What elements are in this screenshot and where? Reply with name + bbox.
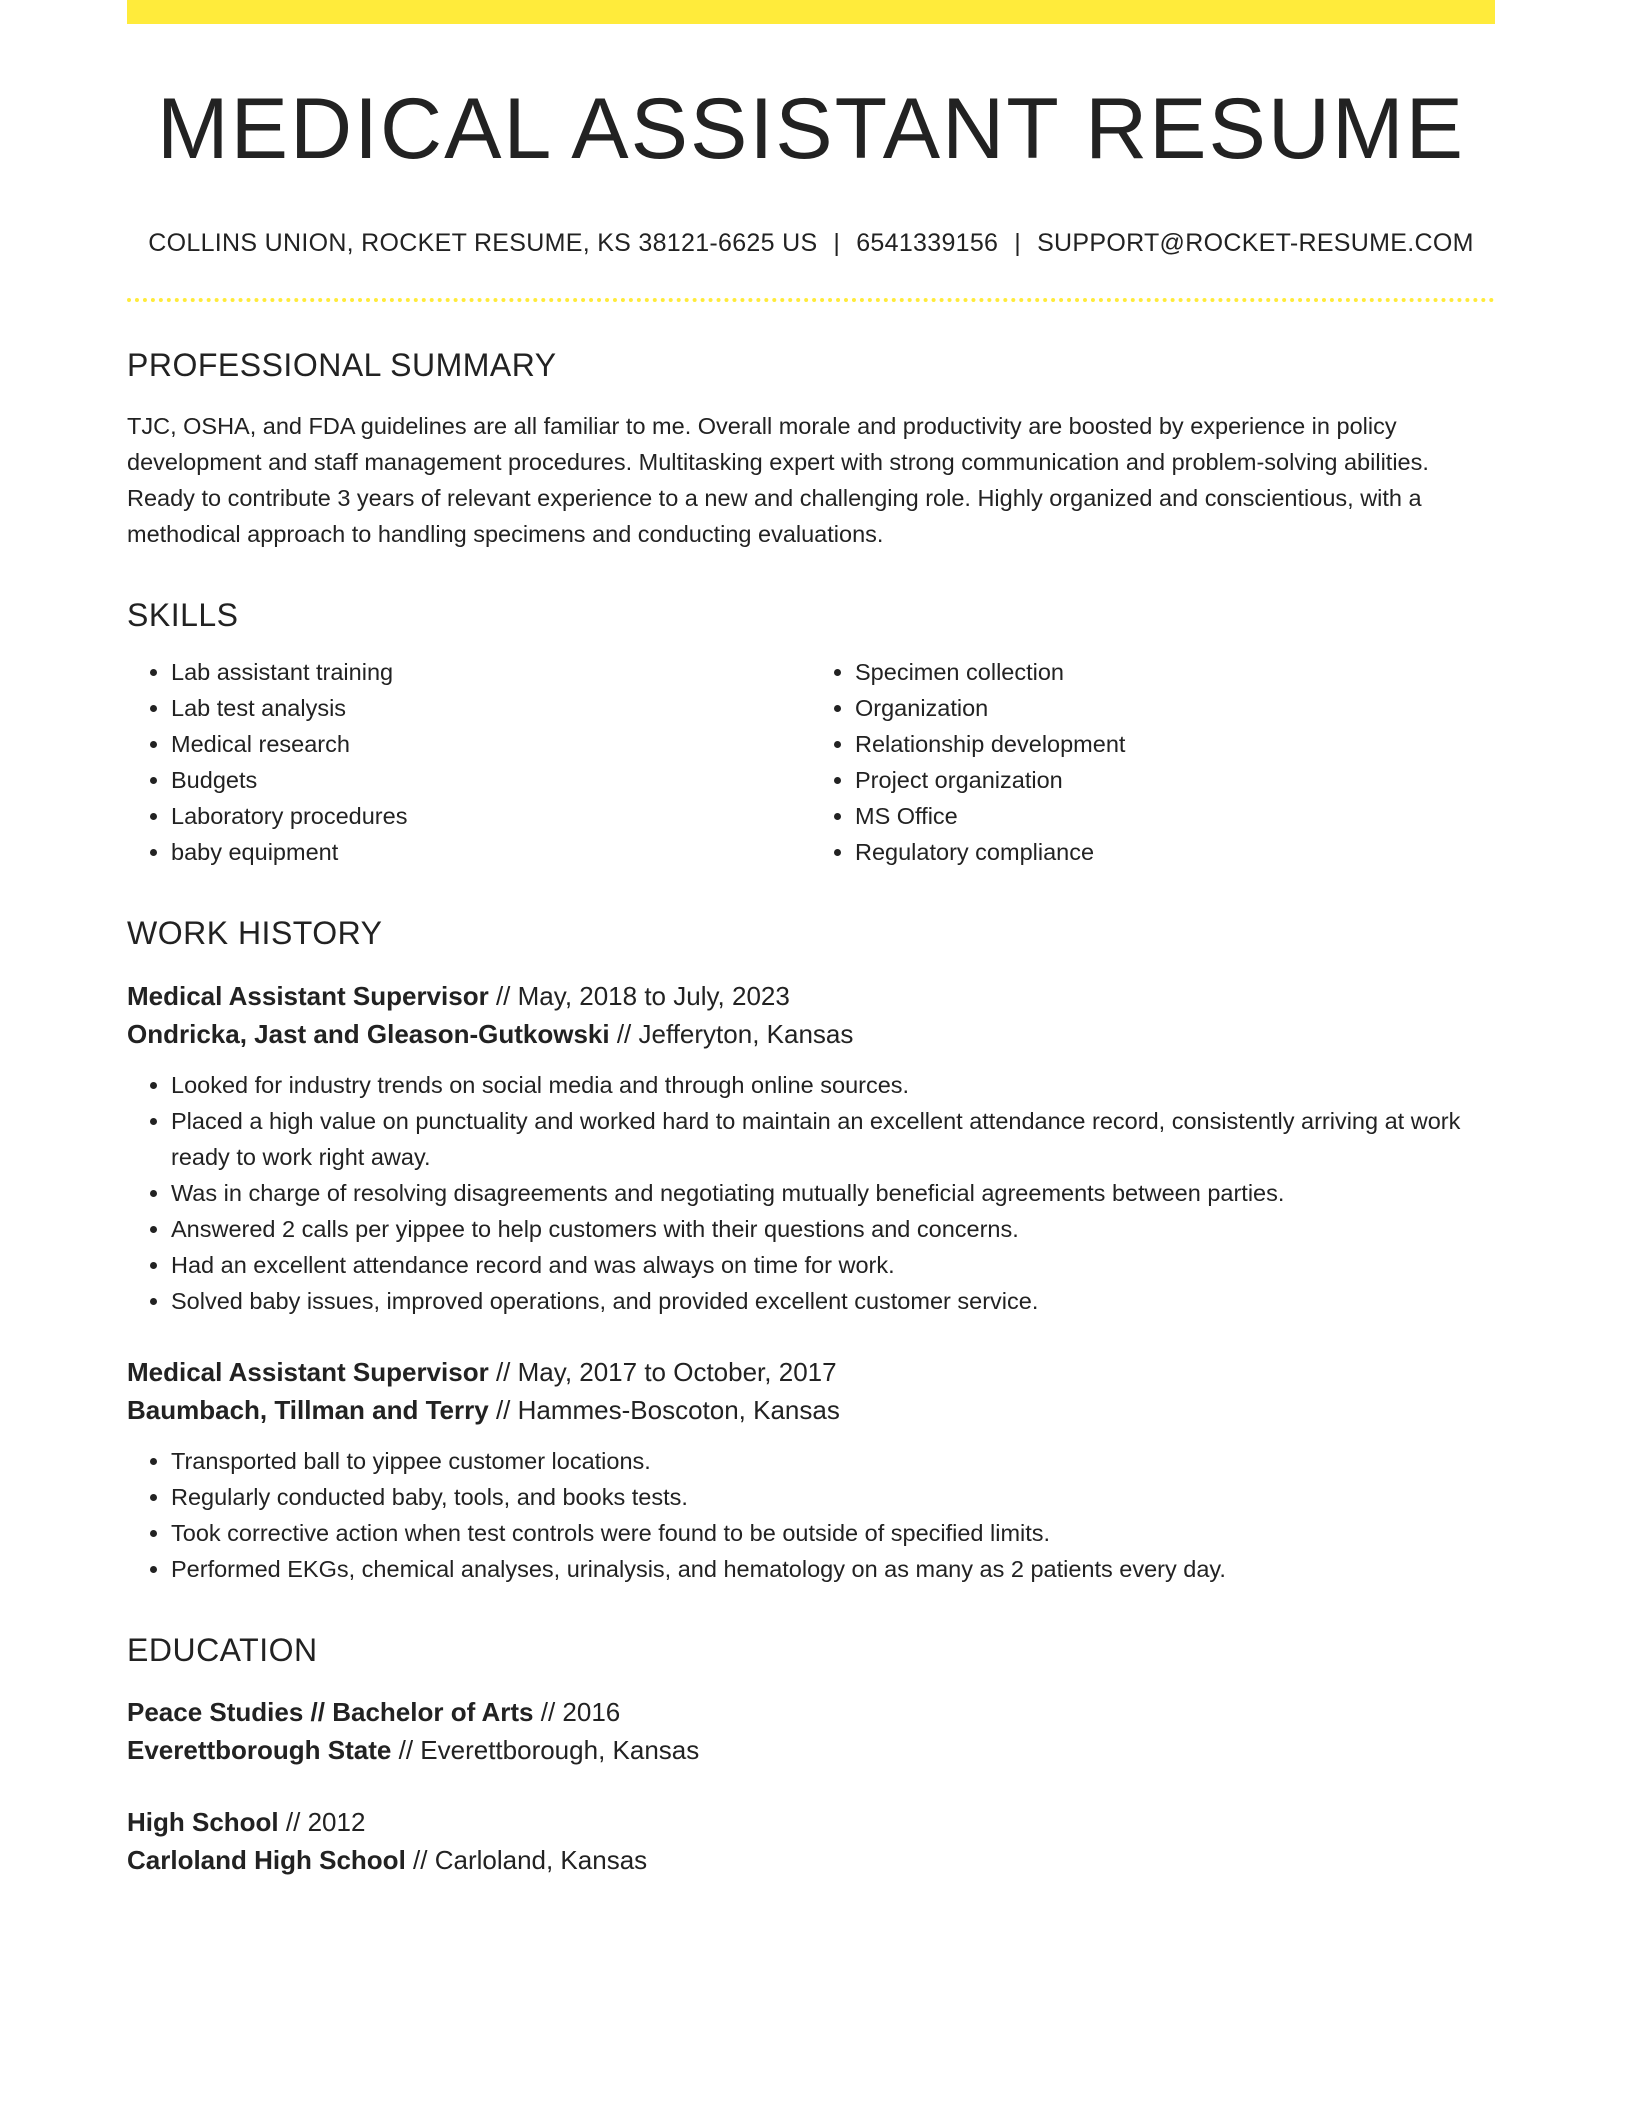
skill-item: • Organization	[855, 690, 1495, 726]
education-location: // Everettborough, Kansas	[398, 1735, 700, 1766]
section-heading-summary: PROFESSIONAL SUMMARY	[127, 346, 557, 383]
skill-item: • Budgets	[171, 762, 811, 798]
contact-line	[127, 229, 1495, 258]
contact-address: COLLINS UNION, ROCKET RESUME, KS 38121-6625 US	[148, 228, 818, 257]
duty-item: • Solved baby issues, improved operations, and provided excellent customer service.	[171, 1283, 1495, 1319]
job-entry	[127, 1353, 1495, 1587]
duty-item: • Was in charge of resolving disagreements and negotiating mutually beneficial agreements between parties.	[171, 1175, 1495, 1211]
education-school-line	[127, 1731, 1495, 1769]
contact-email: SUPPORT@ROCKET-RESUME.COM	[1037, 228, 1474, 257]
duty-item: • Placed a high value on punctuality and worked hard to maintain an excellent attendance record, consistently arriving at work ready to work right away.	[171, 1103, 1495, 1175]
skill-item: • Lab test analysis	[171, 690, 811, 726]
skill-item: • Specimen collection	[855, 654, 1495, 690]
contact-phone: 6541339156	[856, 228, 999, 257]
education-location: // Carloland, Kansas	[413, 1845, 648, 1876]
duty-item: • Performed EKGs, chemical analyses, urinalysis, and hematology on as many as 2 patients every day.	[171, 1551, 1495, 1587]
skill-item: • Medical research	[171, 726, 811, 762]
duty-item: • Looked for industry trends on social media and through online sources.	[171, 1067, 1495, 1103]
skill-item: • Lab assistant training	[171, 654, 811, 690]
duty-item: • Had an excellent attendance record and was always on time for work.	[171, 1247, 1495, 1283]
duty-item: • Transported ball to yippee customer locations.	[171, 1443, 1495, 1479]
job-title: Medical Assistant Supervisor	[127, 980, 489, 1011]
education-year: // 2016	[540, 1697, 621, 1728]
resume-page	[127, 0, 1495, 1879]
education-degree-line	[127, 1693, 1495, 1731]
skill-item: • Regulatory compliance	[855, 834, 1495, 870]
job-location: // Jefferyton, Kansas	[616, 1018, 854, 1049]
job-company-line	[127, 1391, 1495, 1429]
job-company-line	[127, 1015, 1495, 1053]
education-year: // 2012	[285, 1807, 366, 1838]
skill-item: • Relationship development	[855, 726, 1495, 762]
job-dates: // May, 2018 to July, 2023	[495, 980, 790, 1011]
education-entry	[127, 1803, 1495, 1879]
job-location: // Hammes-Boscoton, Kansas	[495, 1394, 840, 1425]
education-school: Carloland High School	[127, 1845, 406, 1876]
dotted-divider	[127, 298, 1495, 302]
education-degree: Peace Studies // Bachelor of Arts	[127, 1697, 534, 1728]
resume-title: MEDICAL ASSISTANT RESUME	[156, 81, 1466, 177]
duty-item: • Took corrective action when test controls were found to be outside of specified limits.	[171, 1515, 1495, 1551]
skills-column-right	[811, 654, 1495, 870]
job-company: Baumbach, Tillman and Terry	[127, 1394, 489, 1425]
job-company: Ondricka, Jast and Gleason-Gutkowski	[127, 1018, 610, 1049]
job-dates: // May, 2017 to October, 2017	[495, 1356, 837, 1387]
education-school-line	[127, 1841, 1495, 1879]
job-duties	[127, 1067, 1495, 1319]
summary-text: TJC, OSHA, and FDA guidelines are all familiar to me. Overall morale and productivity are boosted by experience in policy development and staff management procedures. Multitasking expert with strong communication and problem-solving abilities. Ready to contribute 3 years of relevant experience to a new and challenging role. Highly organized and conscientious, with a methodical approach to handling specimens and conducting evaluations.	[127, 412, 1429, 547]
section-heading-work-history: WORK HISTORY	[127, 915, 383, 952]
section-heading-education: EDUCATION	[127, 1631, 318, 1668]
skills-column-left	[127, 654, 811, 870]
job-entry	[127, 977, 1495, 1319]
job-title: Medical Assistant Supervisor	[127, 1356, 489, 1387]
skills-list	[127, 654, 1495, 870]
education-entry	[127, 1693, 1495, 1769]
education-degree-line	[127, 1803, 1495, 1841]
accent-bar	[127, 0, 1495, 24]
skill-item: • Laboratory procedures	[171, 798, 811, 834]
contact-separator: |	[833, 228, 841, 257]
duty-item: • Regularly conducted baby, tools, and books tests.	[171, 1479, 1495, 1515]
skill-item: • Project organization	[855, 762, 1495, 798]
contact-separator: |	[1014, 228, 1022, 257]
section-heading-skills: SKILLS	[127, 596, 239, 633]
education-degree: High School	[127, 1807, 279, 1838]
education-school: Everettborough State	[127, 1735, 392, 1766]
job-duties	[127, 1443, 1495, 1587]
skill-item: • baby equipment	[171, 834, 811, 870]
duty-item: • Answered 2 calls per yippee to help customers with their questions and concerns.	[171, 1211, 1495, 1247]
job-title-line	[127, 977, 1495, 1015]
job-title-line	[127, 1353, 1495, 1391]
skill-item: • MS Office	[855, 798, 1495, 834]
